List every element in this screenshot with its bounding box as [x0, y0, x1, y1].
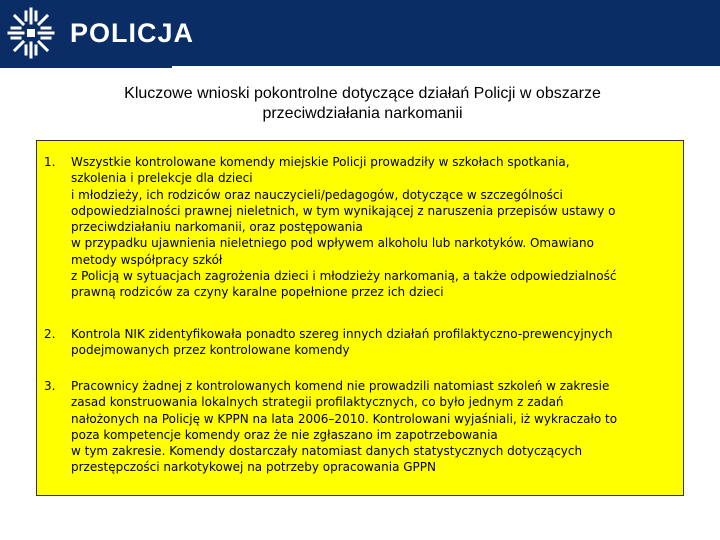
title-line-1: Kluczowe wnioski pokontrolne dotyczące działań Policji w obszarze	[124, 85, 601, 102]
item-text: Pracownicy żadnej z kontrolowanych komend nie prowadzili natomiast szkoleń w zakresie zasad konstruowania lokalnych strategii profilaktycznych, co było jednym z zadań nałożonych na Policję w KPPN na lata 2006–2010. Kontrolowani wyjaśniali, iż wykraczało to poza kompetencje komendy oraz że nie zgłaszano im zapotrzebowania w tym zakresie. Komendy dostarczały natomiast danych statystycznych dotyczących przestępczości narkotykowej na potrzeby opracowania GPPN	[71, 379, 618, 475]
header-underline	[0, 66, 172, 68]
item-text: Wszystkie kontrolowane komendy miejskie Policji prowadziły w szkołach spotkania, szkolenia i prelekcje dla dzieci i młodzieży, ich rodziców oraz nauczycieli/pedagogów, dotyczące w szczególności odpowiedzialności prawnej nieletnich, w tym wynikającej z naruszenia przepisów ustawy o przeciwdziałaniu narkomanii, oraz postępowania w przypadku ujawnienia nieletniego pod wpływem alkoholu lub narkotyków. Omawiano metody współpracy szkół z Policją w sytuacjach zagrożenia dzieci i młodzieży narkomanią, a także odpowiedzialność prawną rodziców za czyny karalne popełnione przez ich dzieci	[71, 155, 617, 300]
conclusions-panel	[36, 140, 684, 496]
item-number: 1.	[44, 155, 56, 169]
police-star-icon	[6, 6, 56, 60]
item-text: Kontrola NIK zidentyfikowała ponadto szereg innych działań profilaktyczno-prewencyjnych podejmowanych przez kontrolowane komendy	[71, 327, 613, 358]
item-number: 2.	[44, 327, 56, 341]
header-bar	[0, 0, 720, 66]
title-line-2: przeciwdziałania narkomanii	[262, 105, 463, 122]
item-number: 3.	[44, 379, 56, 393]
page-title	[40, 84, 685, 124]
brand-logo-text: POLICJA	[70, 18, 195, 48]
